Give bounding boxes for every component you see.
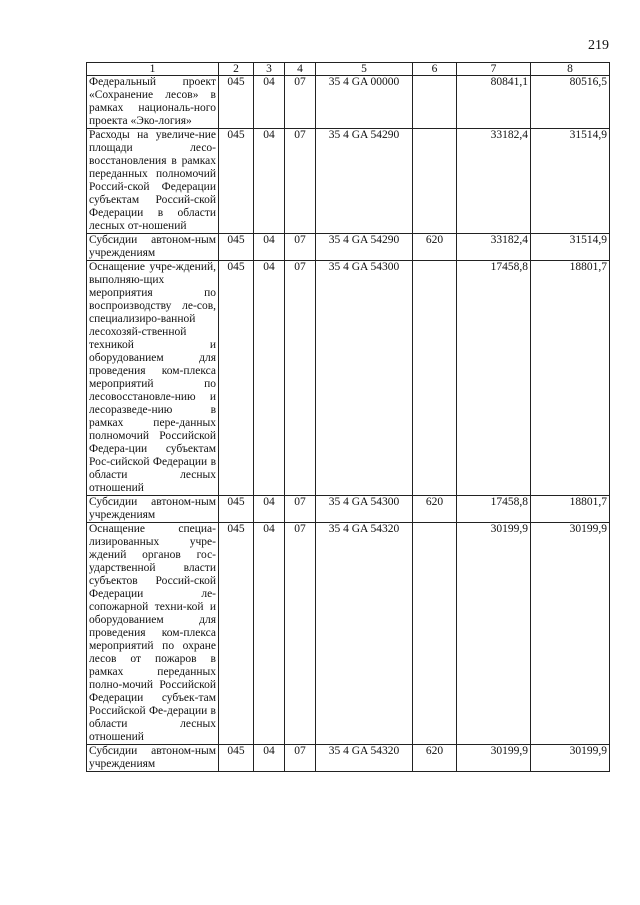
row-col-8: 30199,9 bbox=[531, 745, 610, 772]
row-col-7: 33182,4 bbox=[457, 129, 531, 234]
row-col-6 bbox=[413, 261, 457, 496]
row-col-7: 30199,9 bbox=[457, 523, 531, 745]
table-row bbox=[87, 496, 610, 523]
row-col-7: 80841,1 bbox=[457, 76, 531, 129]
row-col-8: 30199,9 bbox=[531, 523, 610, 745]
row-col-8: 80516,5 bbox=[531, 76, 610, 129]
row-col-6: 620 bbox=[413, 745, 457, 772]
row-col-4: 07 bbox=[285, 523, 316, 745]
row-col-4: 07 bbox=[285, 129, 316, 234]
row-col-4: 07 bbox=[285, 496, 316, 523]
row-col-5: 35 4 GA 54320 bbox=[316, 745, 413, 772]
header-col-6: 6 bbox=[413, 63, 457, 76]
row-name: Субсидии автоном-ным учреждениям bbox=[87, 496, 219, 523]
row-col-8: 18801,7 bbox=[531, 496, 610, 523]
table-row bbox=[87, 76, 610, 129]
row-col-8: 18801,7 bbox=[531, 261, 610, 496]
row-name: Субсидии автоном-ным учреждениям bbox=[87, 234, 219, 261]
header-col-8: 8 bbox=[531, 63, 610, 76]
budget-table bbox=[86, 62, 610, 772]
row-col-8: 31514,9 bbox=[531, 234, 610, 261]
table-row bbox=[87, 523, 610, 745]
row-name: Федеральный проект «Сохранение лесов» в рамках националь-ного проекта «Эко-логия» bbox=[87, 76, 219, 129]
row-col-4: 07 bbox=[285, 234, 316, 261]
row-col-8: 31514,9 bbox=[531, 129, 610, 234]
row-col-3: 04 bbox=[254, 496, 285, 523]
row-col-5: 35 4 GA 54300 bbox=[316, 496, 413, 523]
row-col-6: 620 bbox=[413, 496, 457, 523]
header-col-1: 1 bbox=[87, 63, 219, 76]
row-col-2: 045 bbox=[219, 76, 254, 129]
row-col-7: 33182,4 bbox=[457, 234, 531, 261]
row-col-3: 04 bbox=[254, 261, 285, 496]
row-col-2: 045 bbox=[219, 234, 254, 261]
table-row bbox=[87, 261, 610, 496]
row-col-6: 620 bbox=[413, 234, 457, 261]
row-col-6 bbox=[413, 523, 457, 745]
row-col-7: 30199,9 bbox=[457, 745, 531, 772]
row-col-3: 04 bbox=[254, 234, 285, 261]
row-name: Расходы на увеличе-ние площади лесо-восстановления в рамках переданных полномочий Россий-ской Федерации субъектам Россий-ской Федерации в области лесных от-ношений bbox=[87, 129, 219, 234]
row-col-3: 04 bbox=[254, 745, 285, 772]
row-col-7: 17458,8 bbox=[457, 261, 531, 496]
row-col-6 bbox=[413, 76, 457, 129]
header-col-7: 7 bbox=[457, 63, 531, 76]
row-col-3: 04 bbox=[254, 523, 285, 745]
row-col-2: 045 bbox=[219, 261, 254, 496]
header-row bbox=[87, 63, 610, 76]
row-col-6 bbox=[413, 129, 457, 234]
header-col-2: 2 bbox=[219, 63, 254, 76]
row-col-4: 07 bbox=[285, 76, 316, 129]
row-col-4: 07 bbox=[285, 745, 316, 772]
row-col-3: 04 bbox=[254, 129, 285, 234]
table-row bbox=[87, 745, 610, 772]
row-col-5: 35 4 GA 54300 bbox=[316, 261, 413, 496]
table-row bbox=[87, 129, 610, 234]
table-row bbox=[87, 234, 610, 261]
header-col-4: 4 bbox=[285, 63, 316, 76]
row-col-5: 35 4 GA 00000 bbox=[316, 76, 413, 129]
header-col-3: 3 bbox=[254, 63, 285, 76]
row-name: Оснащение специа-лизированных учре-ждений органов гос-ударственной власти субъектов Россий-ской Федерации ле-сопожарной техни-кой и оборудованием для проведения ком-плекса мероприятий по охране лесов от пожаров в рамках переданных полно-мочий Российской Федерации субъек-там Российской Фе-дерации в области лесных отношений bbox=[87, 523, 219, 745]
row-col-4: 07 bbox=[285, 261, 316, 496]
row-col-5: 35 4 GA 54290 bbox=[316, 234, 413, 261]
header-col-5: 5 bbox=[316, 63, 413, 76]
row-col-5: 35 4 GA 54320 bbox=[316, 523, 413, 745]
row-col-5: 35 4 GA 54290 bbox=[316, 129, 413, 234]
row-col-3: 04 bbox=[254, 76, 285, 129]
row-name: Оснащение учре-ждений, выполняю-щих мероприятия по воспроизводству ле-сов, специализиро-ванной лесохозяй-ственной техникой и оборудованием для проведения ком-плекса мероприятий по лесовосстановле-нию и лесоразведе-нию в рамках пере-данных полномочий Российской Федера-ции субъектам Рос-сийской Федерации в области лесных отношений bbox=[87, 261, 219, 496]
row-col-2: 045 bbox=[219, 496, 254, 523]
row-col-7: 17458,8 bbox=[457, 496, 531, 523]
row-col-2: 045 bbox=[219, 745, 254, 772]
row-name: Субсидии автоном-ным учреждениям bbox=[87, 745, 219, 772]
row-col-2: 045 bbox=[219, 523, 254, 745]
page-number: 219 bbox=[588, 38, 609, 53]
row-col-2: 045 bbox=[219, 129, 254, 234]
